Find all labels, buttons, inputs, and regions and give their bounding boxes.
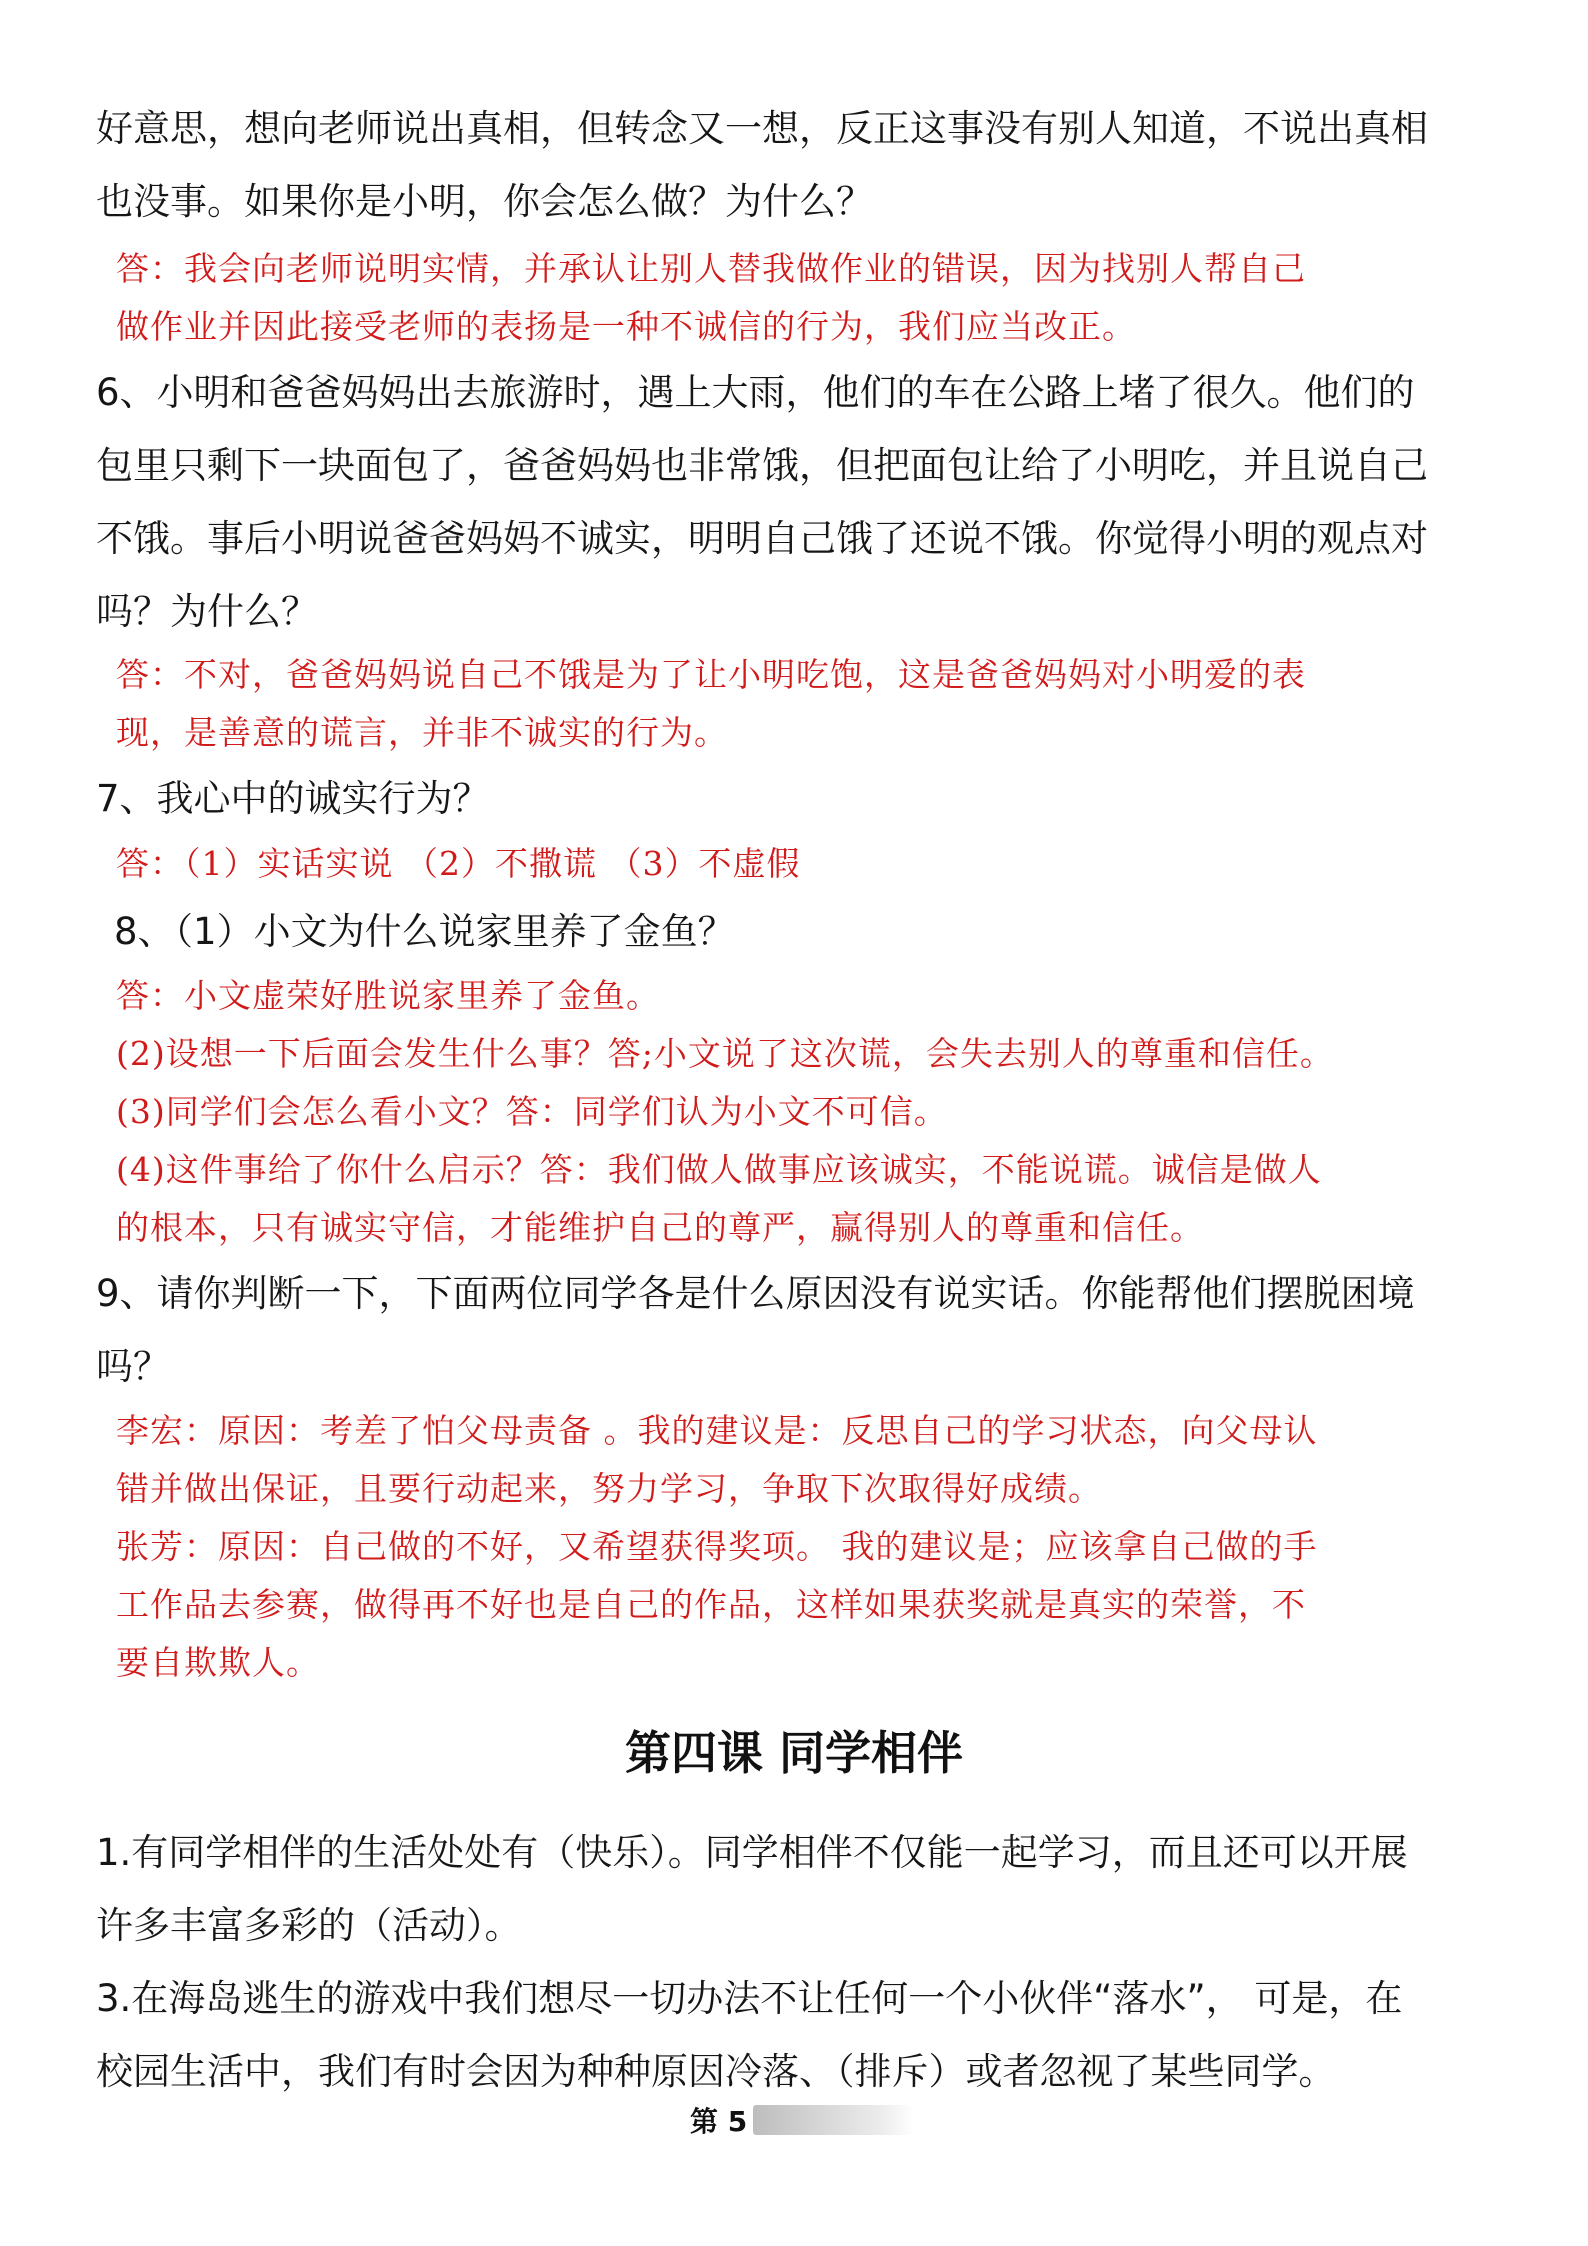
- q5-answer-line-1: 答：我会向老师说明实情，并承认让别人替我做作业的错误，因为找别人帮自己: [116, 249, 1306, 288]
- q9-answer-line-1: 李宏：原因：考差了怕父母责备 。我的建议是：反思自己的学习状态，向父母认: [116, 1411, 1318, 1450]
- q8-answer-line-5: 的根本，只有诚实守信，才能维护自己的尊严，赢得别人的尊重和信任。: [116, 1208, 1204, 1247]
- q9-answer-line-3: 张芳：原因：自己做的不好，又希望获得奖项。 我的建议是；应该拿自己做的手: [116, 1527, 1318, 1566]
- q9-answer-line-4: 工作品去参赛，做得再不好也是自己的作品，这样如果获奖就是真实的荣誉，不: [116, 1585, 1306, 1624]
- blurred-watermark: [753, 2105, 913, 2135]
- q6-text-line-4: 吗？为什么？: [96, 590, 318, 633]
- q7-answer-line-1: 答：（1）实话实说 （2）不撒谎 （3）不虚假: [116, 844, 801, 883]
- lesson4-point-3-line-1: 3.在海岛逃生的游戏中我们想尽一切办法不让任何一个小伙伴“落水”， 可是，在: [96, 1977, 1403, 2020]
- q5-text-line-1: 好意思，想向老师说出真相，但转念又一想，反正这事没有别人知道，不说出真相: [96, 107, 1428, 150]
- q9-answer-line-2: 错并做出保证，且要行动起来，努力学习，争取下次取得好成绩。: [116, 1469, 1102, 1508]
- q7-text-line-1: 7、我心中的诚实行为？: [96, 777, 490, 820]
- q9-text-line-2: 吗？: [96, 1345, 170, 1388]
- page-number: 第 5: [690, 2105, 748, 2138]
- page-footer: [690, 2098, 913, 2142]
- q8-answer-line-1: 答：小文虚荣好胜说家里养了金鱼。: [116, 976, 660, 1015]
- q5-answer-line-2: 做作业并因此接受老师的表扬是一种不诚信的行为，我们应当改正。: [116, 307, 1136, 346]
- q6-text-line-1: 6、小明和爸爸妈妈出去旅游时，遇上大雨，他们的车在公路上堵了很久。他们的: [96, 371, 1415, 414]
- q8-answer-line-2: (2)设想一下后面会发生什么事？答;小文说了这次谎，会失去别人的尊重和信任。: [116, 1034, 1334, 1073]
- q6-text-line-2: 包里只剩下一块面包了，爸爸妈妈也非常饿，但把面包让给了小明吃，并且说自己: [96, 444, 1428, 487]
- lesson-4-title: 第四课 同学相伴: [624, 1726, 963, 1780]
- q6-text-line-3: 不饿。事后小明说爸爸妈妈不诚实，明明自己饿了还说不饿。你觉得小明的观点对: [96, 517, 1428, 560]
- q5-text-line-2: 也没事。如果你是小明，你会怎么做？为什么？: [96, 180, 873, 223]
- q8-answer-line-3: (3)同学们会怎么看小文？答：同学们认为小文不可信。: [116, 1092, 948, 1131]
- q8-answer-line-4: (4)这件事给了你什么启示？答：我们做人做事应该诚实，不能说谎。诚信是做人: [116, 1150, 1322, 1189]
- q6-answer-line-2: 现，是善意的谎言，并非不诚实的行为。: [116, 713, 728, 752]
- lesson4-point-1-line-1: 1.有同学相伴的生活处处有（快乐）。同学相伴不仅能一起学习，而且还可以开展: [96, 1831, 1408, 1874]
- q8-text-line-1: 8、（1）小文为什么说家里养了金鱼？: [114, 910, 735, 953]
- q9-text-line-1: 9、请你判断一下，下面两位同学各是什么原因没有说实话。你能帮他们摆脱困境: [96, 1272, 1415, 1315]
- q9-answer-line-5: 要自欺欺人。: [116, 1643, 320, 1682]
- q6-answer-line-1: 答：不对，爸爸妈妈说自己不饿是为了让小明吃饱，这是爸爸妈妈对小明爱的表: [116, 655, 1306, 694]
- lesson4-point-3-line-2: 校园生活中，我们有时会因为种种原因冷落、（排斥）或者忽视了某些同学。: [96, 2050, 1336, 2093]
- lesson4-point-1-line-2: 许多丰富多彩的（活动）。: [96, 1904, 522, 1947]
